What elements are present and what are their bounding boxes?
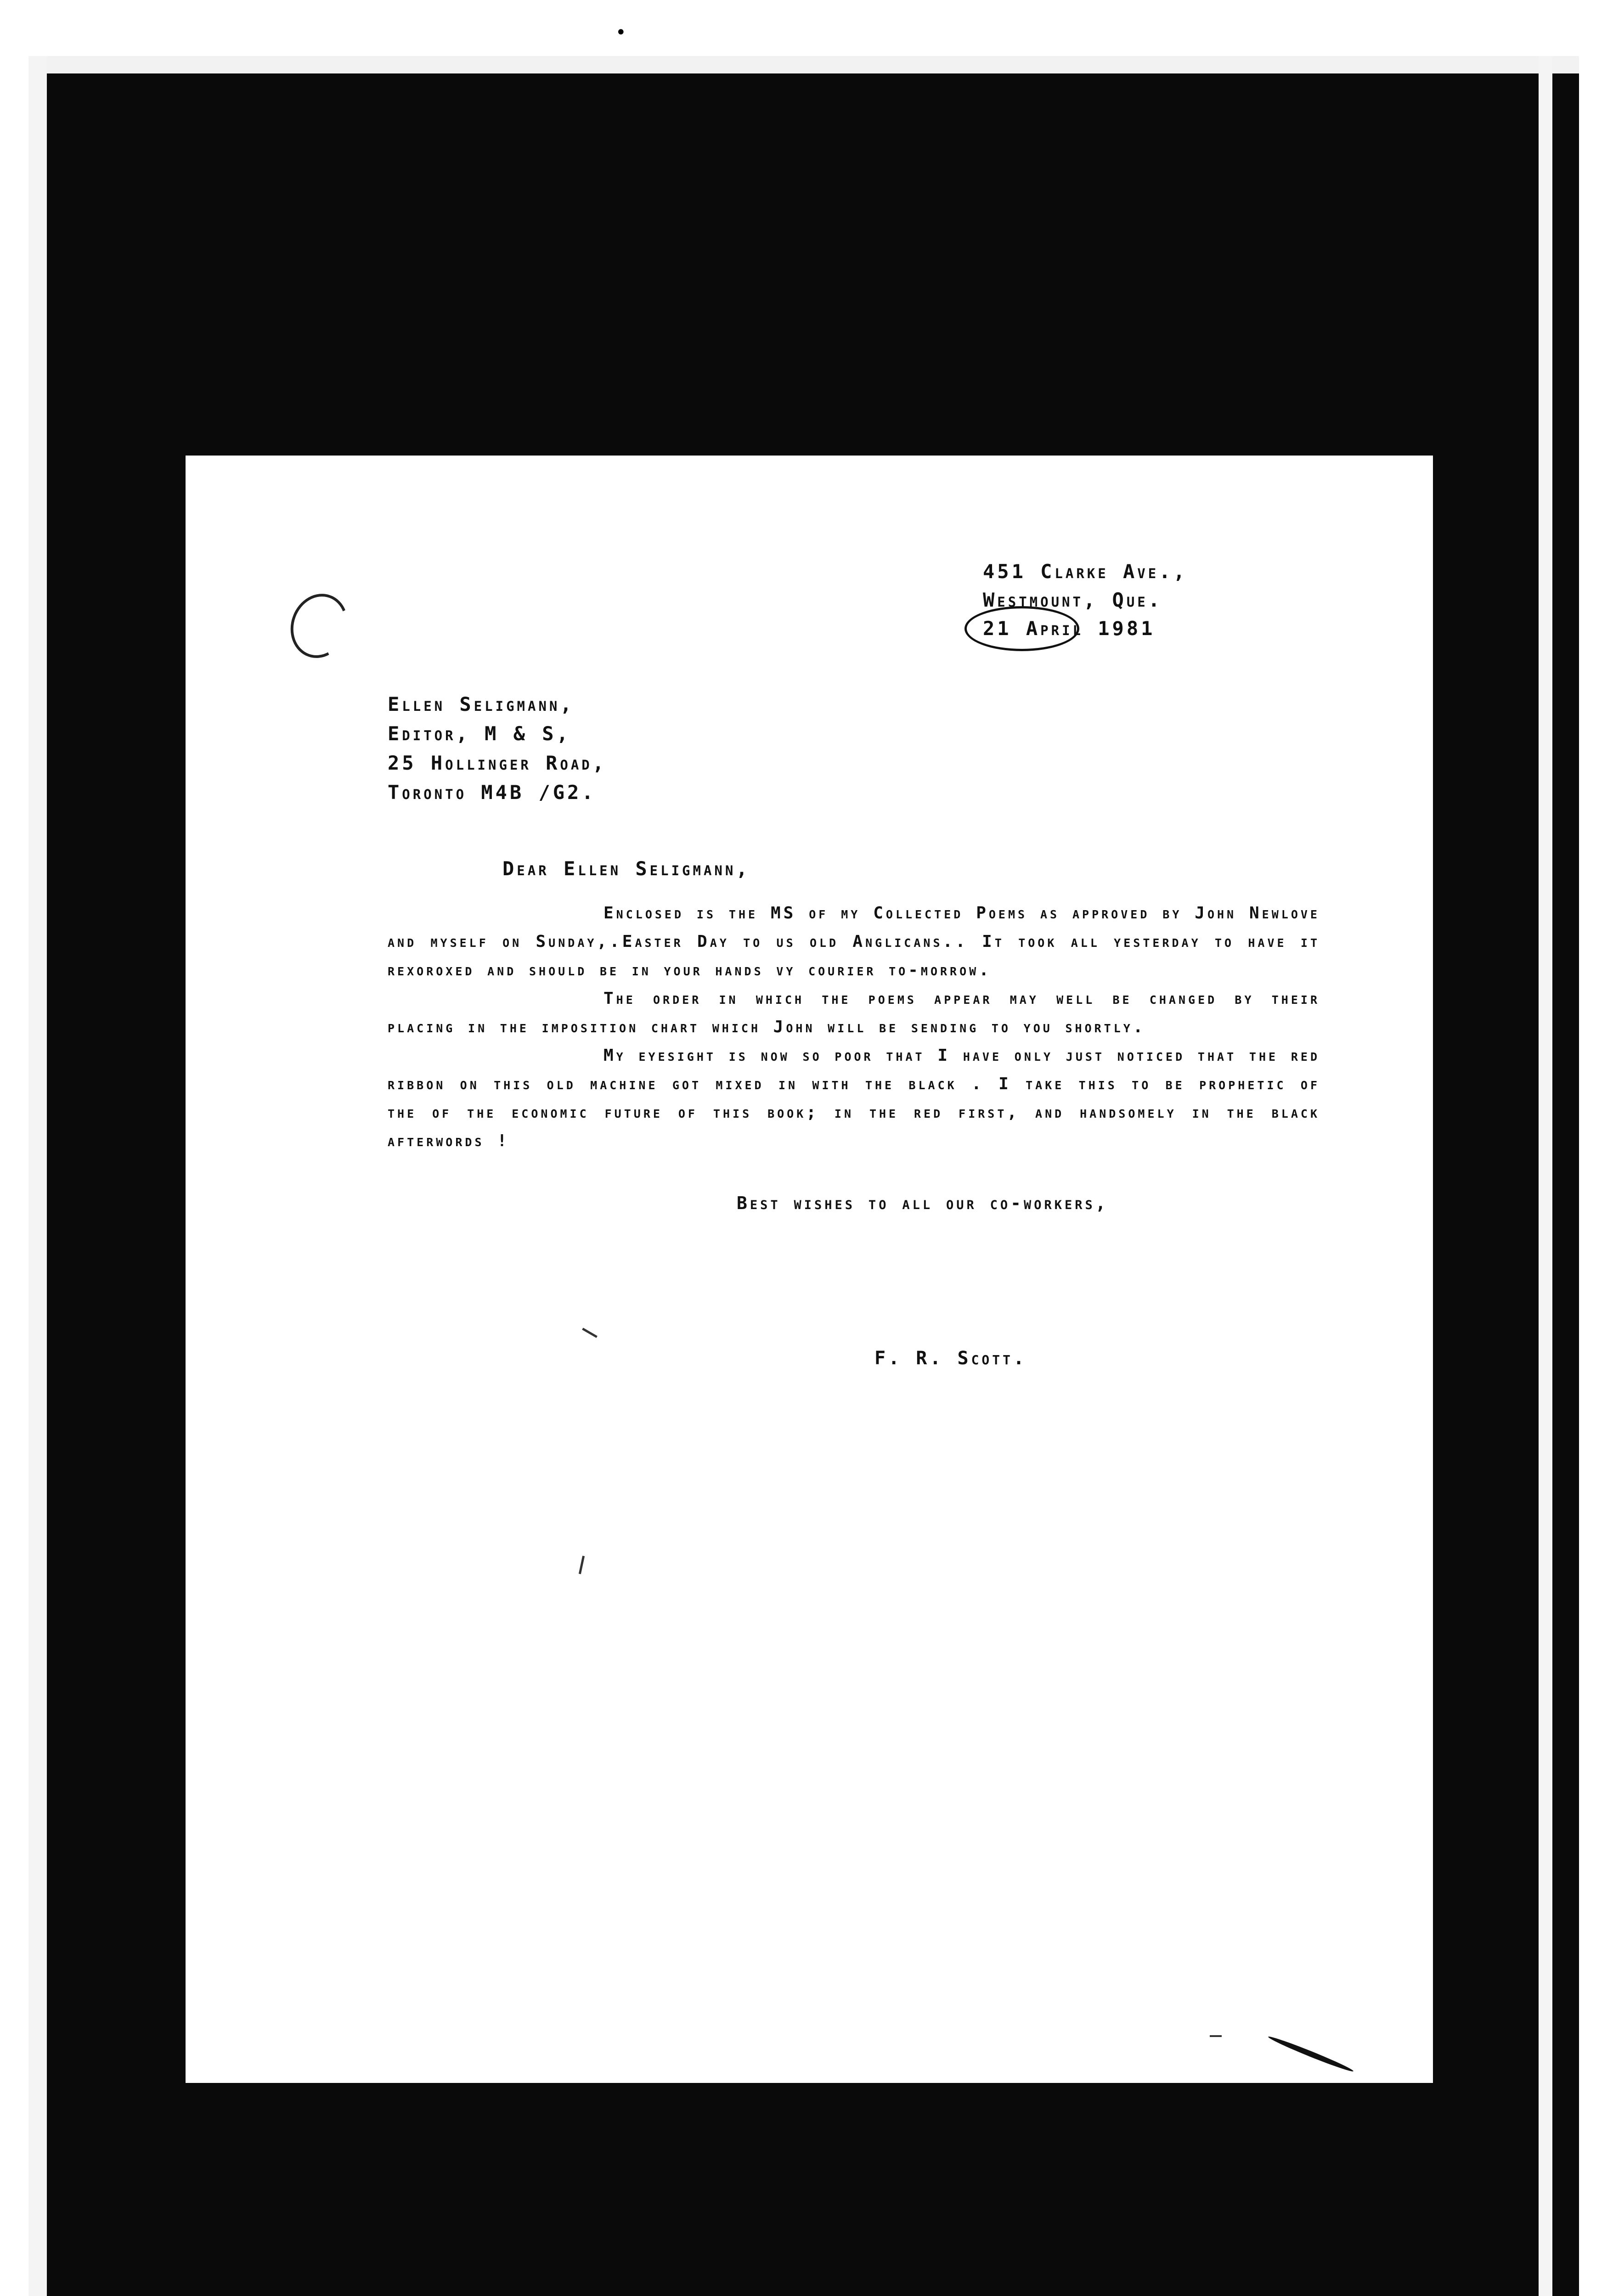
recipient-title: Editor, M & S, <box>388 722 571 745</box>
return-city: Westmount, Que. <box>983 589 1163 611</box>
recipient-street: 25 Hollinger Road, <box>388 752 607 774</box>
letter-date: 21 April 1981 <box>983 617 1156 640</box>
stray-mark <box>1210 2035 1222 2037</box>
handwritten-mark <box>282 585 356 666</box>
signature: F. R. Scott. <box>874 1348 1027 1369</box>
recipient-city: Toronto M4B /G2. <box>388 781 596 804</box>
film-edge-left <box>28 56 47 2296</box>
corner-smudge <box>1267 2034 1354 2074</box>
film-edge-right <box>1539 56 1552 2296</box>
stray-mark <box>582 1328 598 1338</box>
letter-body <box>388 899 1320 1155</box>
recipient-address <box>388 690 607 807</box>
stray-mark <box>579 1556 585 1574</box>
return-street: 451 Clarke Ave., <box>983 560 1188 583</box>
film-edge-top <box>28 56 1579 73</box>
closing-line: Best wishes to all our co-workers, <box>737 1193 1109 1213</box>
top-dot-mark: • <box>615 22 626 43</box>
date-circle-mark <box>964 606 1079 651</box>
recipient-name: Ellen Seligmann, <box>388 693 575 715</box>
paragraph-1: Enclosed is the MS of my Collected Poems as approved by John Newlove and myself on Sunday,.Easter Day to us old Anglicans.. It took all yesterday to have it rexoroxed and should be in your hands vy courier to-morrow. <box>388 904 1320 979</box>
salutation: Dear Ellen Seligmann, <box>502 857 750 880</box>
paragraph-2: The order in which the poems appear may well be changed by their placing in the imposition chart which John will be sending to you shortly. <box>388 989 1320 1036</box>
letter-page <box>186 456 1433 2083</box>
paragraph-3: My eyesight is now so poor that I have only just noticed that the red ribbon on this old machine got mixed in with the black . I take this to be prophetic of the of the economic future of this book; in the red first, and handsomely in the black afterwords ! <box>388 1046 1320 1150</box>
